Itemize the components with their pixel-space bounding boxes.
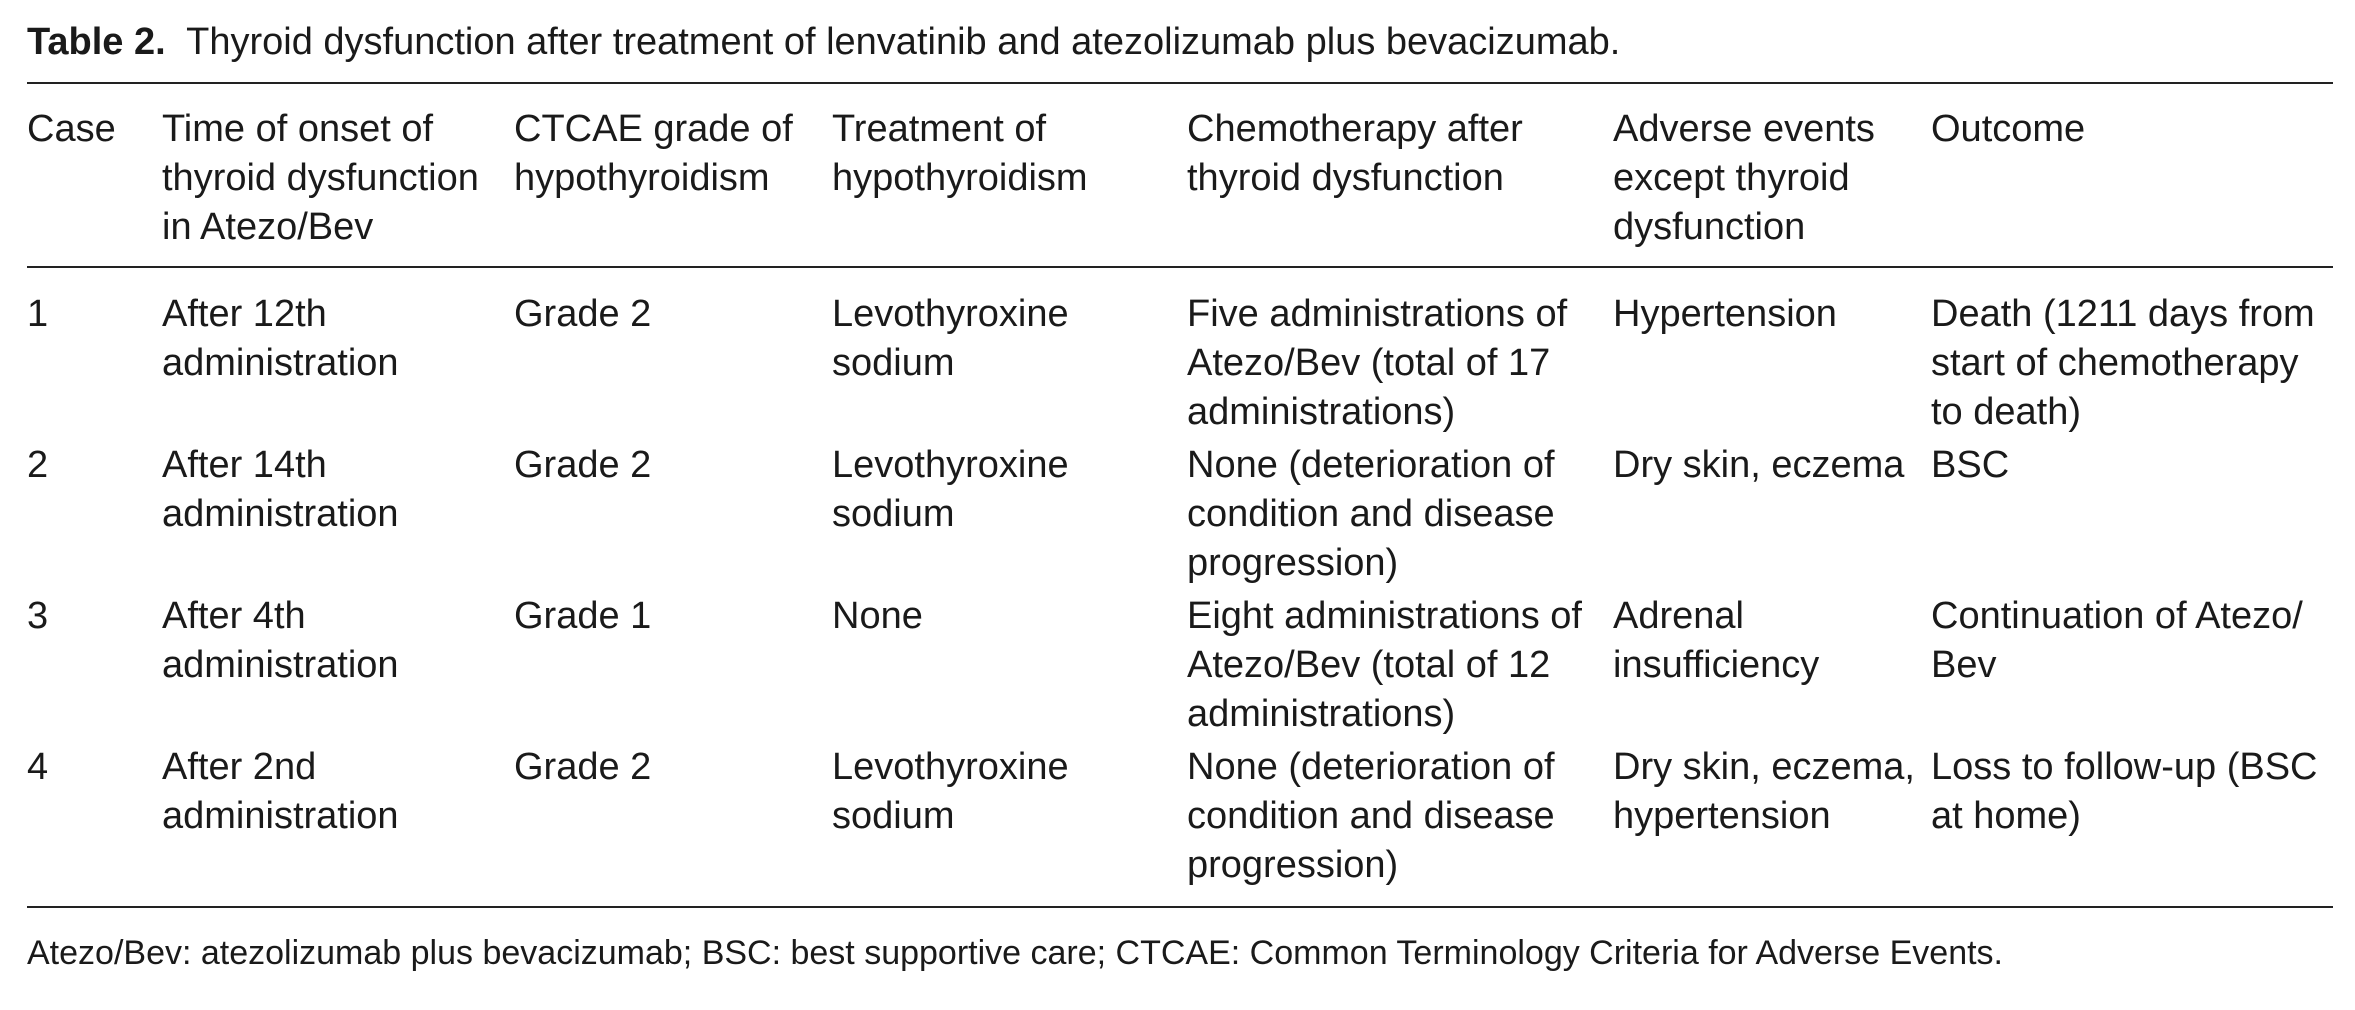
cell-case: 1	[27, 293, 49, 335]
cell-onset: After 4th administration	[162, 595, 399, 686]
column-header-onset: Time of onset of thyroid dysfunction in Atezo/Bev	[162, 84, 514, 267]
column-header-outcome: Outcome	[1931, 84, 2333, 267]
cell-treatment: Levothyroxine sodium	[832, 293, 1069, 384]
column-header-treatment: Treatment of hypothyroidism	[832, 84, 1187, 267]
cell-adverse-events: Dry skin, eczema, hypertension	[1613, 743, 1931, 907]
cell-case: 4	[27, 743, 162, 907]
cell-outcome: Continuation of Atezo/ Bev	[1931, 595, 2303, 686]
cell-grade: Grade 2	[514, 444, 652, 486]
table-title: Thyroid dysfunction after treatment of lenvatinib and atezolizumab plus bevacizumab.	[186, 21, 1621, 63]
cell-chemotherapy: None (deterioration of condition and disease progression)	[1187, 444, 1555, 584]
table-row	[27, 267, 2333, 441]
cell-outcome: BSC	[1931, 444, 2010, 486]
header-row	[27, 84, 2333, 267]
cell-adverse-events: Hypertension	[1613, 293, 1837, 335]
cell-outcome: Loss to follow-up (BSC at home)	[1931, 743, 2333, 907]
cell-chemotherapy: Five administrations of Atezo/Bev (total of 17 administrations)	[1187, 293, 1568, 433]
table-row	[27, 743, 2333, 907]
column-header-case: Case	[27, 84, 162, 267]
cell-chemotherapy: None (deterioration of condition and disease progression)	[1187, 743, 1613, 907]
cell-adverse-events: Dry skin, eczema	[1613, 444, 1905, 486]
column-header-grade: CTCAE grade of hypothyroidism	[514, 84, 832, 267]
column-header-chemotherapy: Chemotherapy after thyroid dysfunction	[1187, 84, 1613, 267]
table-container	[27, 14, 2333, 1010]
cell-grade: Grade 2	[514, 743, 832, 907]
cell-onset: After 12th administration	[162, 293, 399, 384]
cell-case: 2	[27, 444, 49, 486]
cell-treatment: Levothyroxine sodium	[832, 743, 1187, 907]
cell-chemotherapy: Eight administrations of Atezo/Bev (total of 12 administrations)	[1187, 595, 1582, 735]
cell-case: 3	[27, 595, 49, 637]
table-footnote: Atezo/Bev: atezolizumab plus bevacizumab; BSC: best supportive care; CTCAE: Common Terminology Criteria for Adverse Events.	[27, 934, 2004, 972]
cell-onset: After 2nd administration	[162, 743, 514, 907]
table-row	[27, 441, 2333, 592]
table-row	[27, 592, 2333, 743]
cell-grade: Grade 2	[514, 293, 652, 335]
cell-treatment: Levothyroxine sodium	[832, 444, 1069, 535]
cell-treatment: None	[832, 595, 923, 637]
table-caption	[27, 14, 2333, 70]
data-table	[27, 84, 2333, 908]
cell-onset: After 14th administration	[162, 444, 399, 535]
table-label: Table 2.	[27, 21, 166, 63]
cell-grade: Grade 1	[514, 595, 652, 637]
cell-outcome: Death (1211 days from start of chemotherapy to death)	[1931, 293, 2315, 433]
cell-adverse-events: Adrenal insufficiency	[1613, 595, 1820, 686]
column-header-adverse-events: Adverse events except thyroid dysfunction	[1613, 84, 1931, 267]
